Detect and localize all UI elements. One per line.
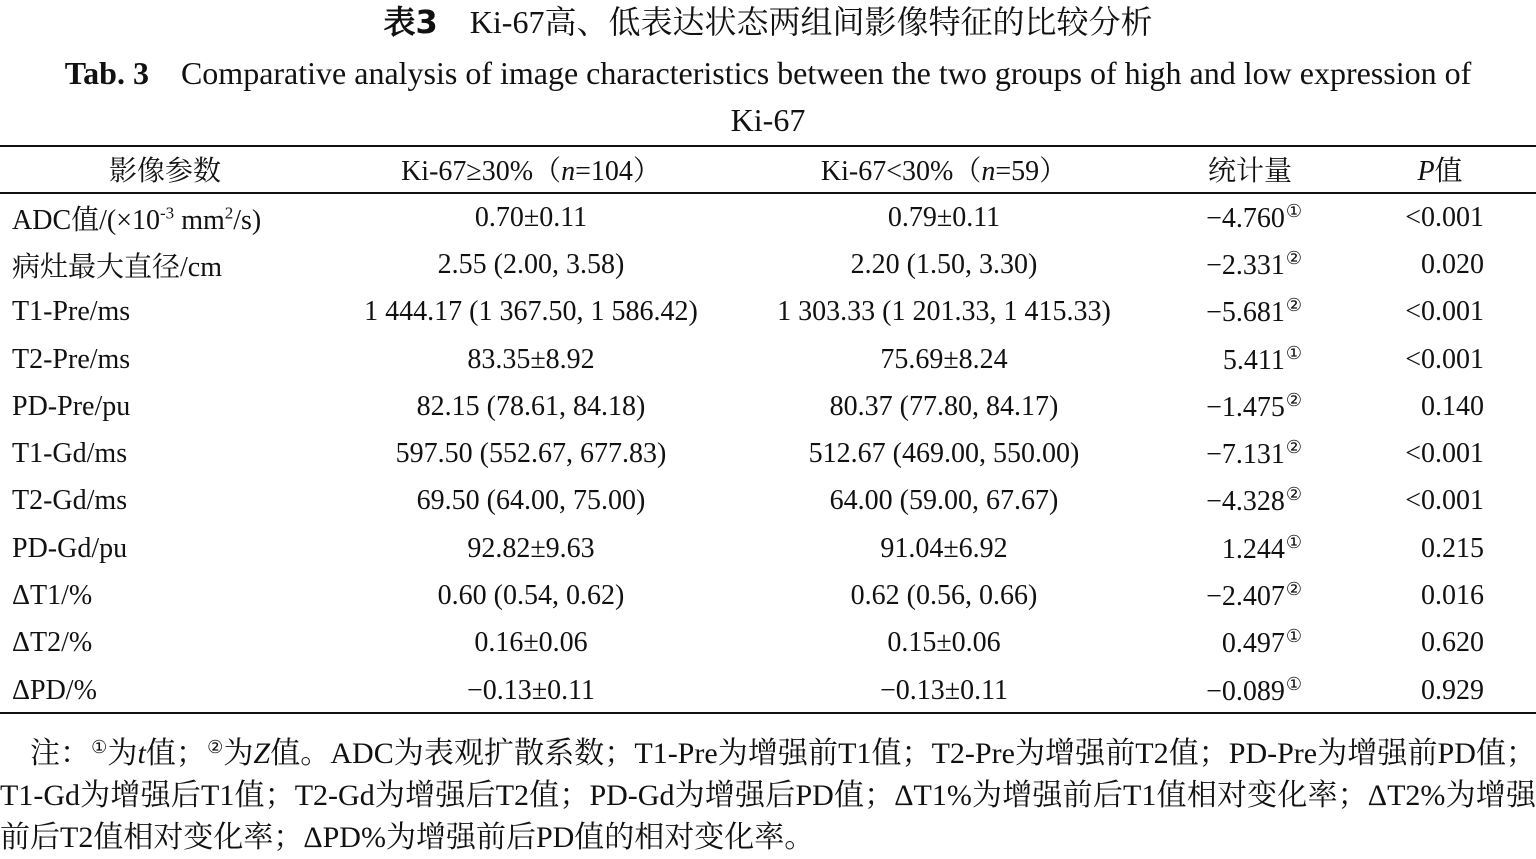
cell-p: <0.001 (1405, 485, 1484, 517)
header-low-group: Ki-67<30%（n=59） (820, 156, 1068, 187)
cell-param: T1-Pre/ms (12, 296, 131, 328)
table-row (0, 289, 1536, 336)
note-body: 值。ADC为表观扩散系数；T1-Pre为增强前T1值；T2-Pre为增强前T2值；PD-Pre为增强前PD值；T1-Gd为增强后T1值；T2-Gd为增强后T2值；PD-Gd为增强后PD值；ΔT1%为增强前后T1值相对变化率；ΔT2%为增强前后T2值相对变化率；ΔPD%为增强前后PD值的相对变化率。 (0, 737, 1536, 854)
table-row (0, 241, 1536, 288)
cell-stat: −2.331② (1206, 247, 1302, 281)
cell-p: <0.001 (1405, 201, 1484, 233)
cell-high: 0.70±0.11 (474, 201, 588, 233)
table-row (0, 430, 1536, 477)
cell-low: 2.20 (1.50, 3.30) (850, 248, 1038, 280)
cell-stat: 0.497① (1221, 626, 1302, 660)
cell-p: 0.215 (1421, 532, 1484, 564)
cell-p: <0.001 (1405, 343, 1484, 375)
cell-high: 2.55 (2.00, 3.58) (437, 248, 625, 280)
footnote-marker: ② (1285, 484, 1302, 505)
cell-low: 64.00 (59.00, 67.67) (829, 485, 1059, 517)
table-row (0, 620, 1536, 667)
table-footnote: 注：①为t值；②为Z值。ADC为表观扩散系数；T1-Pre为增强前T1值；T2-Pre为增强前T2值；PD-Pre为增强前PD值；T1-Gd为增强后T1值；T2-Gd为增强后T2值；PD-Gd为增强后PD值；ΔT1%为增强前后T1值相对变化率；ΔT2%为增强前后T2值相对变化率；ΔPD%为增强前后PD值的相对变化率。 (0, 737, 1536, 854)
footnote-marker: ① (1285, 531, 1302, 552)
cell-high: 83.35±8.92 (467, 343, 595, 375)
comparison-table (0, 146, 1536, 714)
table-row (0, 336, 1536, 383)
table-row (0, 525, 1536, 572)
cell-param: ΔT1/% (12, 580, 93, 612)
cell-stat: −4.328② (1206, 484, 1302, 518)
cell-param: ADC值$/(\times 10^{-3}$ $mm^2/s$) (12, 203, 262, 236)
cell-p: <0.001 (1405, 296, 1484, 328)
note-z-variable: Z (253, 737, 271, 770)
cell-param: T1-Gd/ms (12, 438, 128, 470)
cell-stat: −1.475② (1206, 389, 1302, 423)
cell-low: 0.79±0.11 (887, 201, 1001, 233)
header-p-value: P值 (1417, 156, 1463, 187)
cell-p: 0.929 (1421, 674, 1484, 706)
cell-stat: −5.681② (1206, 295, 1302, 329)
cell-high: 82.15 (78.61, 84.18) (416, 390, 646, 422)
header-high-group: Ki-67≥30%（n=104） (401, 156, 661, 187)
cell-low: 91.04±6.92 (880, 532, 1008, 564)
cell-high: 0.16±0.06 (474, 627, 588, 659)
cell-p: 0.620 (1421, 627, 1484, 659)
cell-low: 75.69±8.24 (880, 343, 1008, 375)
table-number-label-cn: 表3 (383, 3, 438, 41)
table-row (0, 478, 1536, 525)
cell-p: 0.016 (1421, 580, 1484, 612)
header-row (0, 146, 1536, 192)
footnote-marker: ① (1285, 342, 1302, 363)
cell-high: −0.13±0.11 (466, 674, 596, 706)
cell-low: 0.15±0.06 (887, 627, 1001, 659)
footnote-marker: ② (1285, 247, 1302, 268)
cell-low: 1 303.33 (1 201.33, 1 415.33) (777, 296, 1111, 328)
cell-high: 92.82±9.63 (467, 532, 595, 564)
cell-stat: −7.131② (1206, 437, 1302, 471)
cell-high: 69.50 (64.00, 75.00) (416, 485, 646, 517)
cell-low: 0.62 (0.56, 0.66) (850, 580, 1038, 612)
footnote-marker: ① (1285, 200, 1302, 221)
cell-high: 597.50 (552.67, 677.83) (395, 438, 667, 470)
cell-stat: −0.089① (1206, 673, 1302, 707)
table-title-cn-text: Ki-67高、低表达状态两组间影像特征的比较分析 (469, 4, 1153, 40)
footnote-marker: ① (1285, 673, 1302, 694)
table-title-en-text: Comparative analysis of image characteristics between the two groups of high and low expression of Ki-67 (180, 55, 1472, 138)
cell-stat: 5.411① (1222, 342, 1302, 376)
cell-param: T2-Pre/ms (12, 343, 131, 375)
note-marker-2: ② (207, 737, 224, 757)
cell-param: PD-Pre/pu (12, 390, 131, 422)
cell-high: 1 444.17 (1 367.50, 1 586.42) (364, 296, 698, 328)
note-prefix: 注： (30, 737, 91, 770)
cell-low: −0.13±0.11 (879, 674, 1009, 706)
table-row (0, 667, 1536, 714)
table-row (0, 572, 1536, 619)
table-title-english (40, 50, 1496, 144)
cell-low: 512.67 (469.00, 550.00) (808, 438, 1080, 470)
note-marker-1: ① (91, 737, 108, 757)
note-t-variable: t (137, 737, 146, 770)
cell-param: T2-Gd/ms (12, 485, 128, 517)
cell-stat: −4.760① (1206, 200, 1302, 234)
cell-p: 0.140 (1421, 390, 1484, 422)
cell-stat: 1.244① (1221, 531, 1302, 565)
cell-param: ΔPD/% (12, 674, 97, 706)
cell-low: 80.37 (77.80, 84.17) (829, 390, 1059, 422)
cell-p: <0.001 (1405, 438, 1484, 470)
cell-param: ΔT2/% (12, 627, 93, 659)
footnote-marker: ① (1285, 626, 1302, 647)
header-statistic: 统计量 (1207, 156, 1292, 187)
table-row (0, 192, 1536, 241)
table-number-label-en: Tab. 3 (64, 55, 149, 91)
footnote-marker: ② (1285, 389, 1302, 410)
cell-high: 0.60 (0.54, 0.62) (437, 580, 625, 612)
table-title-chinese (0, 2, 1536, 42)
footnote-marker: ② (1285, 579, 1302, 600)
cell-param: 病灶最大直径/cm (12, 251, 222, 283)
cell-stat: −2.407② (1206, 579, 1302, 613)
table-row (0, 383, 1536, 430)
cell-p: 0.020 (1421, 248, 1484, 280)
cell-param: PD-Gd/pu (12, 532, 128, 564)
footnote-marker: ② (1285, 295, 1302, 316)
header-param: 影像参数 (108, 156, 221, 187)
footnote-marker: ② (1285, 437, 1302, 458)
